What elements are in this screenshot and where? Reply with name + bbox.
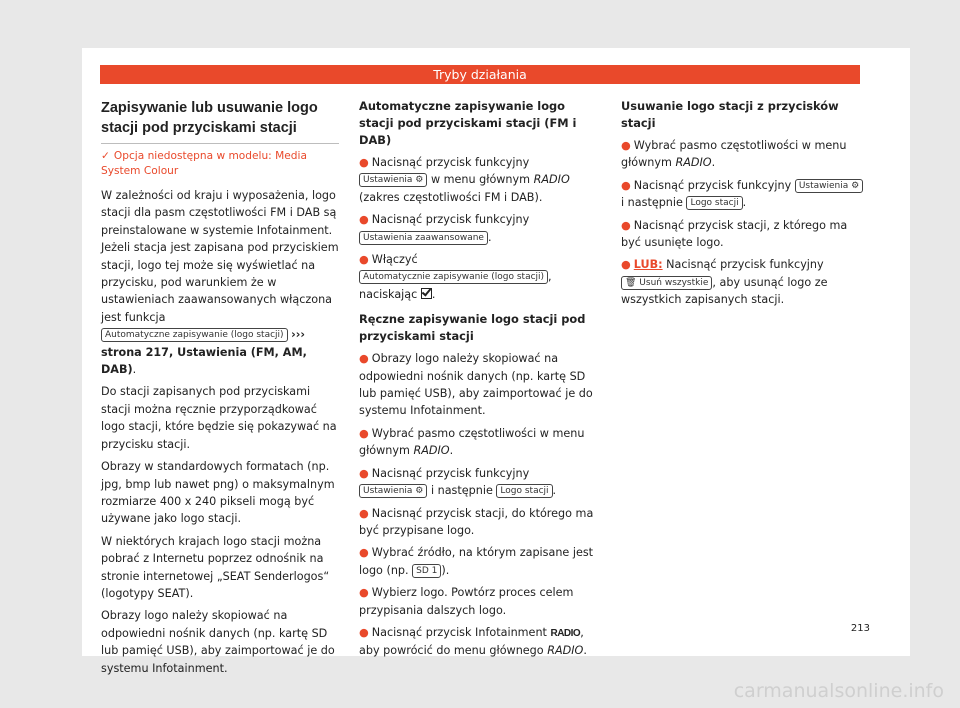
function-key-sd1: SD 1 — [412, 564, 441, 578]
checkbox-checked-icon — [421, 288, 432, 299]
page-number: 213 — [850, 623, 870, 634]
bullet-icon: ● — [359, 625, 369, 639]
bullet-icon: ● — [621, 258, 631, 272]
bullet-icon: ● — [621, 218, 631, 232]
bullet-icon: ● — [359, 546, 369, 560]
paragraph-1: W zależności od kraju i wyposażenia, logo stacji dla pasm częstotliwości FM i DAB są preinstalowane w systemie Infotainment. Jeżeli stacja jest zapisana pod przyciskiem stacji, logo tej może się wyświetlać na przycisku, pod warunkiem że w ustawieniach zaawansowanych włączona jest funkcja Automatyczne zapisywanie (logo stacji) ››› strona 217, Ustawienia (FM, AM, DAB). — [101, 189, 339, 377]
bullet-icon: ● — [359, 253, 369, 267]
section-header-bar — [100, 65, 860, 84]
bullet-icon: ● — [621, 178, 631, 192]
watermark-text: carmanualsonline.info — [733, 680, 944, 702]
list-item: ● Wybrać źródło, na którym zapisane jest logo (np. SD 1 ). — [359, 546, 594, 577]
function-key-delete-all: 🗑 Usuń wszystkie — [621, 276, 712, 290]
column-left — [101, 98, 339, 682]
bullet-icon: ● — [359, 586, 369, 600]
delete-logo-title: Usuwanie logo stacji z przycisków stacji — [621, 99, 839, 130]
paragraph-4: W niektórych krajach logo stacji można pobrać z Internetu poprzez odnośnik na stronie internetowej „SEAT Senderlogos“ (logotypy SEAT). — [101, 534, 330, 600]
column-right — [621, 98, 865, 314]
function-key-settings: Ustawienia ⚙ — [795, 179, 863, 193]
or-label: LUB: — [633, 258, 663, 272]
bullet-icon: ● — [359, 506, 369, 520]
bullet-icon: ● — [359, 156, 369, 169]
manual-page — [82, 48, 910, 675]
function-key-station-logo: Logo stacji — [496, 484, 552, 498]
list-item: ● Wybierz logo. Powtórz proces celem przypisania dalszych logo. — [359, 586, 574, 617]
section-header-title: Tryby działania — [433, 67, 527, 82]
list-item: ● Nacisnąć przycisk Infotainment RADIO, aby powrócić do menu głównego RADIO. — [359, 625, 587, 658]
manual-save-title: Ręczne zapisywanie logo stacji pod przyciskami stacji — [359, 312, 586, 344]
bullet-icon: ● — [359, 213, 369, 227]
checkmark-icon: ✓ — [101, 150, 110, 162]
cross-reference-link[interactable]: ››› strona 217, Ustawienia (FM, AM, DAB) — [101, 328, 307, 377]
bullet-icon: ● — [359, 352, 369, 366]
list-item: ● Wybrać pasmo częstotliwości w menu głównym RADIO. — [359, 426, 585, 458]
column-middle — [359, 98, 599, 665]
list-item: ● Nacisnąć przycisk funkcyjny Ustawienia ⚙ i następnie Logo stacji . — [359, 466, 557, 498]
availability-note: ✓ Opcja niedostępna w modelu: Media System Colour — [101, 150, 307, 177]
bullet-icon: ● — [359, 426, 369, 440]
radio-button-icon: RADIO — [550, 627, 581, 639]
list-item: ● Nacisnąć przycisk funkcyjny Ustawienia ⚙ i następnie Logo stacji . — [621, 177, 865, 212]
list-item: ● Nacisnąć przycisk stacji, z którego ma być usunięte logo. — [621, 218, 848, 250]
paragraph-3: Obrazy w standardowych formatach (np. jpg, bmp lub nawet png) o maksymalnym rozmiarze 400 x 240 pikseli mogą być używane jako logo stacji. — [101, 460, 335, 526]
function-key-auto-save: Automatyczne zapisywanie (logo stacji) — [101, 328, 288, 342]
list-item: ● Nacisnąć przycisk funkcyjny Ustawienia zaawansowane . — [359, 213, 530, 244]
function-key-advanced-settings: Ustawienia zaawansowane — [359, 231, 488, 245]
list-item: ● Wybrać pasmo częstotliwości w menu głównym RADIO. — [621, 139, 847, 170]
list-item: ● Nacisnąć przycisk funkcyjny Ustawienia ⚙ w menu głównym RADIO (zakres częstotliwości FM i DAB). — [359, 156, 570, 204]
bullet-icon: ● — [621, 139, 631, 152]
paragraph-2: Do stacji zapisanych pod przyciskami stacji można ręcznie przyporządkować logo stacji, które będzie się pokazywać na przycisku stacji. — [101, 385, 337, 451]
function-key-auto-save: Automatycznie zapisywanie (logo stacji) — [359, 270, 548, 284]
bullet-icon: ● — [359, 466, 369, 480]
function-key-settings: Ustawienia ⚙ — [359, 173, 427, 187]
list-item: ● Nacisnąć przycisk stacji, do którego ma być przypisane logo. — [359, 506, 594, 537]
function-key-settings: Ustawienia ⚙ — [359, 484, 427, 498]
function-key-station-logo: Logo stacji — [686, 196, 742, 210]
list-item: ● Obrazy logo należy skopiować na odpowiedni nośnik danych (np. kartę SD lub pamięć USB), aby zaimportować je do systemu Infotainment. — [359, 352, 593, 418]
auto-save-title: Automatyczne zapisywanie logo stacji pod przyciskami stacji (FM i DAB) — [359, 99, 577, 147]
paragraph-5: Obrazy logo należy skopiować na odpowiedni nośnik danych (np. kartę SD lub pamięć USB), aby zaimportować je do systemu Infotainment. — [101, 609, 335, 675]
list-item: ● LUB: Nacisnąć przycisk funkcyjny 🗑 Usuń wszystkie , aby usunąć logo ze wszystkich zapisanych stacji. — [621, 258, 828, 307]
list-item: ● Włączyć Automatycznie zapisywanie (logo stacji) , naciskając . — [359, 253, 552, 301]
section-title: Zapisywanie lub usuwanie logo stacji pod przyciskami stacji — [101, 98, 339, 144]
